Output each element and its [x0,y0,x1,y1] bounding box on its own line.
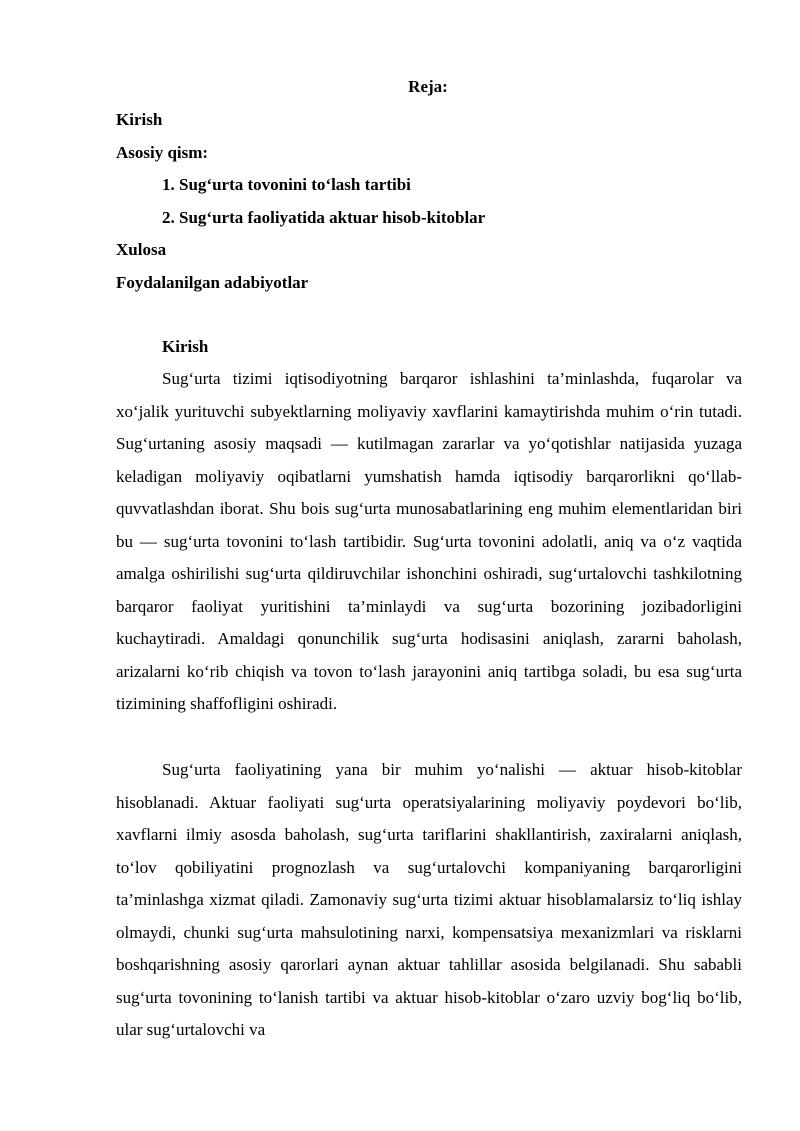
plan-conclusion: Xulosa [116,240,167,259]
plan-references: Foydalanilgan adabiyotlar [116,273,309,292]
plan-intro: Kirish [116,110,163,129]
plan-item-2: 2. Sug‘urta faoliyatida aktuar hisob-kitoblar [162,208,486,227]
plan-title: Reja: [408,77,448,96]
plan-main-part: Asosiy qism: [116,143,209,162]
plan-item-1: 1. Sug‘urta tovonini to‘lash tartibi [162,175,411,194]
paragraph-2: Sug‘urta faoliyatining yana bir muhim yo‘nalishi — aktuar hisob-kitoblar hisoblanadi. Aktuar faoliyati sug‘urta operatsiyalarining moliyaviy poydevori bo‘lib, xavflarni ilmiy asosda baholash, sug‘urta tariflarini shakllantirish, zaxiralarni aniqlash, to‘lov qobiliyatini prognozlash va sug‘urtalovchi kompaniyaning barqarorligini ta’minlashga xizmat qiladi. Zamonaviy sug‘urta tizimi aktuar hisoblamalarsiz to‘liq ishlay olmaydi, chunki sug‘urta mahsulotining narxi, kompensatsiya mexanizmlari va risklarni boshqarishning asosiy qarorlari aynan aktuar tahlillar asosida belgilanadi. Shu sababli sug‘urta tovonining to‘lanish tartibi va aktuar hisob-kitoblar o‘zaro uzviy bog‘liq bo‘lib, ular sug‘urtalovchi va [116,760,742,1040]
section-heading: Kirish [162,337,209,356]
paragraph-1: Sug‘urta tizimi iqtisodiyotning barqaror ishlashini ta’minlashda, fuqarolar va xo‘jalik yurituvchi subyektlarning moliyaviy xavflarini kamaytirishda muhim o‘rin tutadi. Sug‘urtaning asosiy maqsadi — kutilmagan zararlar va yo‘qotishlar natijasida yuzaga keladigan moliyaviy oqibatlarni yumshatish hamda iqtisodiy barqarorlikni qo‘llab-quvvatlashdan iborat. Shu bois sug‘urta munosabatlarining eng muhim elementlaridan biri bu — sug‘urta tovonini to‘lash tartibidir. Sug‘urta tovonini adolatli, aniq va o‘z vaqtida amalga oshirilishi sug‘urta qildiruvchilar ishonchini oshiradi, sug‘urtalovchi tashkilotning barqaror faoliyat yuritishini ta’minlaydi va sug‘urta bozorining jozibadorligini kuchaytiradi. Amaldagi qonunchilik sug‘urta hodisasini aniqlash, zararni baholash, arizalarni ko‘rib chiqish va tovon to‘lash jarayonini aniq tartibga soladi, bu esa sug‘urta tizimining shaffofligini oshiradi. [116,369,742,714]
